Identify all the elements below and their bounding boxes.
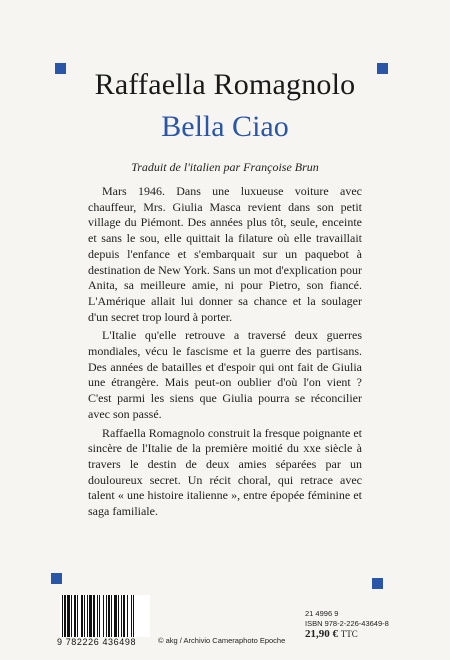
price xyxy=(305,630,389,640)
author-name: Raffaella Romagnolo xyxy=(94,68,356,101)
barcode-bars xyxy=(60,595,150,637)
back-cover-blurb xyxy=(88,184,362,523)
price-info xyxy=(305,609,389,640)
barcode-graphic xyxy=(60,595,150,637)
photo-credit: © akg / Archivio Cameraphoto Epoche xyxy=(158,636,286,645)
reference-number: 21 4996 9 xyxy=(305,609,339,618)
isbn-barcode xyxy=(57,595,151,647)
book-title: Bella Ciao xyxy=(161,110,289,143)
blurb-paragraph-3: Raffaella Romagnolo construit la fresque poignante et sincère de l'Italie de la première moitié du xxe siècle à travers le destin de deux amies séparées par un douloureux secret. Un récit choral, qui retrace avec talent « une histoire italienne », entre épopée féminine et saga familiale. xyxy=(88,425,362,519)
price-suffix: TTC xyxy=(340,629,358,639)
decorative-square-bottom-right xyxy=(372,578,383,589)
blurb-paragraph-1: Mars 1946. Dans une luxueuse voiture avec chauffeur, Mrs. Giulia Masca revient dans son petit village du Piémont. Des années plus tôt, seule, enceinte et sans le sou, elle quittait la filature où elle travaillait depuis l'enfance et s'embarquait sur un paquebot à destination de New York. Sans un mot d'explication pour Anita, sa meilleure amie, ni pour Pietro, son fiancé. L'Amérique allait lui donner sa chance et la soulager d'un secret trop lourd à porter. xyxy=(88,184,362,324)
decorative-square-bottom-left xyxy=(51,573,62,584)
barcode-digits: 9 782226 436498 xyxy=(57,637,137,647)
price-value: 21,90 € xyxy=(305,628,338,640)
translator-line: Traduit de l'italien par Françoise Brun xyxy=(131,160,319,174)
blurb-paragraph-2: L'Italie qu'elle retrouve a traversé deux guerres mondiales, vécu le fascisme et la guerre des partisans. Des années de batailles et d'espoir qui ont fait de Giulia une étrangère. Mais peut-on oublier d'où l'on vient ? C'est parmi les siens que Giulia pourra se réconcilier avec son passé. xyxy=(88,328,362,421)
isbn-number: ISBN 978-2-226-43649-8 xyxy=(305,618,389,628)
